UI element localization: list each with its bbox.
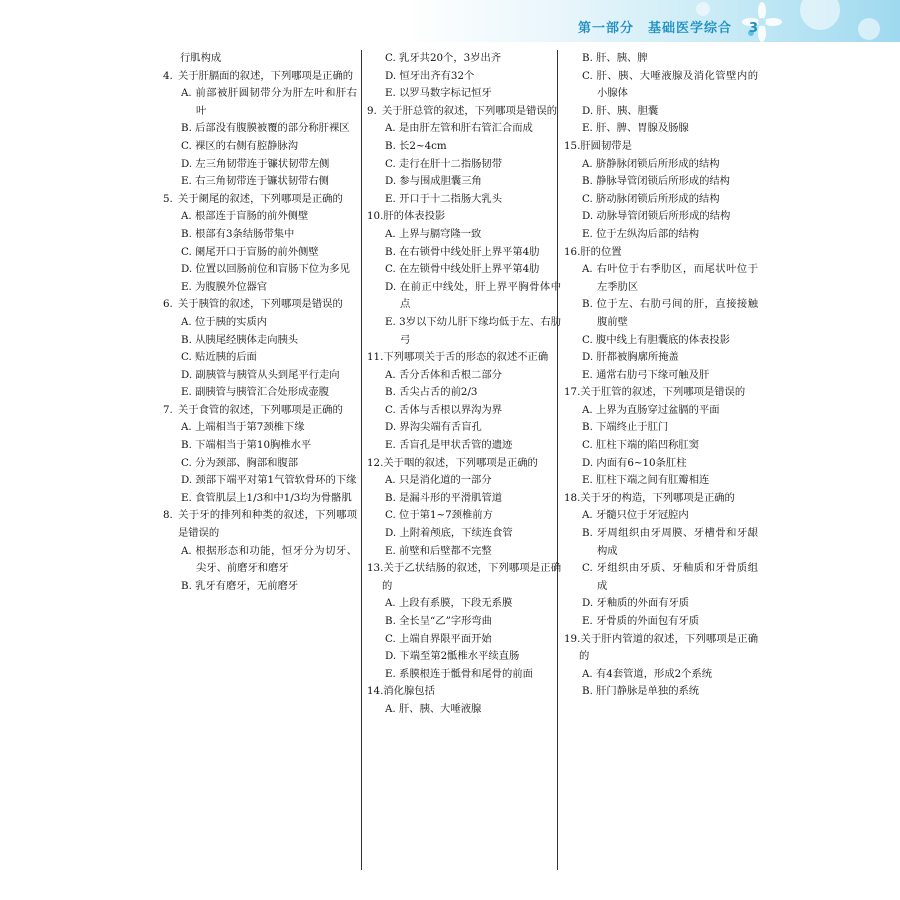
option: D. 内面有6~10条肛柱 <box>582 456 687 469</box>
option: A. 根据形态和功能，恒牙分为切牙、尖牙、前磨牙和磨牙 <box>181 544 357 575</box>
header-band <box>0 0 900 42</box>
option: B. 根部有3条结肠带集中 <box>181 227 295 240</box>
option: A. 肝、胰、大唾液腺 <box>385 702 482 715</box>
question-stem: 关于肝内管道的叙述，下列哪项是正确的 <box>579 632 758 663</box>
question-stem: 关于肝总管的叙述，下列哪项是错误的 <box>382 104 558 117</box>
option: C. 走行在肝十二指肠韧带 <box>385 157 503 170</box>
question-18 <box>564 490 758 631</box>
option: A. 上界与膈穹隆一致 <box>385 227 482 240</box>
option: E. 食管肌层上1/3和中1/3均为骨骼肌 <box>181 491 352 504</box>
question-stem: 关于牙的构造，下列哪项是正确的 <box>580 491 735 504</box>
option: B. 位于左、右肋弓间的肝，直接接触腹前壁 <box>582 298 758 328</box>
option: D. 参与围成胆囊三角 <box>385 175 482 188</box>
option: C. 位于第1~7颈椎前方 <box>385 509 493 522</box>
option: A. 位于胰的实质内 <box>181 315 268 328</box>
option: D. 位置以回肠前位和盲肠下位为多见 <box>181 263 350 276</box>
decorative-bubble <box>696 2 710 16</box>
option: B. 从胰尾经胰体走向胰头 <box>181 333 299 346</box>
option: C. 裸区的右侧有腔静脉沟 <box>181 139 299 152</box>
decorative-bubble <box>800 0 840 30</box>
question-number: 13. <box>367 562 384 575</box>
question-number: 16. <box>564 245 581 258</box>
question-stem: 关于肛管的叙述，下列哪项是错误的 <box>580 386 746 399</box>
question-stem: 关于咽的叙述，下列哪项是正确的 <box>383 456 538 469</box>
option: E. 开口于十二指肠大乳头 <box>385 192 503 205</box>
question-number: 11. <box>367 351 384 364</box>
option: B. 肝、胰、脾 <box>582 52 648 64</box>
option: E. 肛柱下端之间有肛瓣相连 <box>582 474 710 487</box>
option: A. 只是消化道的一部分 <box>385 474 492 487</box>
option: B. 长2~4cm <box>385 139 447 152</box>
option: B. 肝门静脉是单独的系统 <box>582 685 700 698</box>
question-number: 5. <box>163 192 173 205</box>
option: D. 界沟尖端有舌盲孔 <box>385 421 482 434</box>
question-number: 6. <box>163 298 173 311</box>
question-17 <box>564 384 758 490</box>
option: A. 牙髓只位于牙冠腔内 <box>582 509 689 522</box>
option: B. 下端终止于肛门 <box>582 421 669 434</box>
question-5 <box>163 191 357 297</box>
column-3 <box>564 50 758 701</box>
option: B. 牙周组织由牙周膜、牙槽骨和牙龈构成 <box>582 527 758 557</box>
question-14-continued <box>564 50 758 138</box>
question-19 <box>564 631 758 701</box>
option: C. 脐动脉闭锁后所形成的结构 <box>582 192 720 205</box>
option: E. 系膜根连于骶骨和尾骨的前面 <box>385 667 533 680</box>
question-number: 14. <box>367 685 384 698</box>
question-4 <box>163 68 357 191</box>
option: C. 在左锁骨中线处肝上界平第4肋 <box>385 263 540 276</box>
option: D. 恒牙出齐有32个 <box>385 69 475 82</box>
option: A. 上端相当于第7颈椎下缘 <box>181 421 305 434</box>
option: C. 肛柱下端的陷凹称肛窦 <box>582 439 700 452</box>
option: B. 舌尖占舌的前2/3 <box>385 386 478 399</box>
question-stem: 关于乙状结肠的叙述，下列哪项是正确的 <box>382 562 561 592</box>
question-stem: 关于食管的叙述，下列哪项是正确的 <box>178 403 343 416</box>
option: D. 上附着颅底，下续连食管 <box>385 527 513 540</box>
question-number: 4. <box>163 69 173 82</box>
option: E. 舌盲孔是甲状舌管的遗迹 <box>385 439 513 452</box>
option: B. 静脉导管闭锁后所形成的结构 <box>582 175 730 188</box>
option: A. 舌分舌体和舌根二部分 <box>385 368 502 381</box>
option: E. 副胰管与胰管汇合处形成壶腹 <box>181 386 329 399</box>
question-14 <box>367 683 561 718</box>
question-10 <box>367 208 561 349</box>
question-12 <box>367 455 561 561</box>
option: E. 为腹膜外位器官 <box>181 280 268 293</box>
question-7 <box>163 402 357 508</box>
option: A. 右叶位于右季肋区，而尾状叶位于左季肋区 <box>582 263 758 293</box>
option: D. 左三角韧带连于镰状韧带左侧 <box>181 157 330 170</box>
option: C. 腹中线上有胆囊底的体表投影 <box>582 333 730 346</box>
option: A. 上界为直肠穿过盆膈的平面 <box>582 403 720 416</box>
question-16 <box>564 244 758 385</box>
option: C. 牙组织由牙质、牙釉质和牙骨质组成 <box>582 562 758 592</box>
decorative-bubble <box>858 18 880 40</box>
column-divider <box>361 50 362 870</box>
question-number: 18. <box>564 491 581 504</box>
question-stem: 关于肝膈面的叙述，下列哪项是正确的 <box>178 69 354 82</box>
question-number: 19. <box>564 632 581 645</box>
option: A. 前部被肝圆韧带分为肝左叶和肝右叶 <box>181 87 357 117</box>
option: B. 全长呈“乙”字形弯曲 <box>385 615 493 627</box>
question-8 <box>163 507 357 595</box>
question-stem: 肝圆韧带是 <box>580 139 632 152</box>
option: C. 舌体与舌根以界沟为界 <box>385 403 503 416</box>
option: B. 乳牙有磨牙，无前磨牙 <box>181 579 299 592</box>
option: E. 通常右肋弓下缘可触及肝 <box>582 368 710 381</box>
question-stem: 关于阑尾的叙述，下列哪项是正确的 <box>178 192 343 205</box>
question-13 <box>367 560 561 683</box>
option: E. 右三角韧带连于镰状韧带右侧 <box>181 175 329 188</box>
option: C. 分为颈部、胸部和腹部 <box>181 456 299 469</box>
question-stem: 肝的位置 <box>580 245 622 258</box>
option: D. 肝都被胸廓所掩盖 <box>582 351 679 364</box>
option: C. 贴近胰的后面 <box>181 351 257 364</box>
option: D. 动脉导管闭锁后所形成的结构 <box>582 210 731 223</box>
option: E. 牙骨质的外面包有牙质 <box>582 615 700 627</box>
option: B. 在右锁骨中线处肝上界平第4肋 <box>385 245 540 258</box>
section-title: 第一部分 基础医学综合 <box>577 21 732 36</box>
question-11 <box>367 349 561 455</box>
option: D. 下端至第2骶椎水平续直肠 <box>385 650 520 663</box>
column-1 <box>163 50 357 595</box>
option: D. 颈部下端平对第1气管软骨环的下缘 <box>181 474 357 487</box>
option: D. 肝、胰、胆囊 <box>582 104 659 117</box>
question-stem: 下列哪项关于舌的形态的叙述不正确 <box>383 351 549 364</box>
option: A. 是由肝左管和肝右管汇合而成 <box>385 122 533 135</box>
page-number: 3 <box>748 21 758 36</box>
option: E. 肝、脾、胃腺及肠腺 <box>582 122 689 135</box>
question-stem: 关于胰管的叙述，下列哪项是错误的 <box>178 298 343 311</box>
question-number: 17. <box>564 386 581 399</box>
question-8-continued <box>367 50 561 103</box>
option: A. 脐静脉闭锁后所形成的结构 <box>582 157 720 170</box>
option: D. 在前正中线处，肝上界平胸骨体中点 <box>385 280 561 311</box>
option: D. 牙釉质的外面有牙质 <box>582 597 690 610</box>
option: D. 副胰管与胰管从头到尾平行走向 <box>181 368 340 381</box>
option: E. 前壁和后壁都不完整 <box>385 544 492 557</box>
question-number: 15. <box>564 139 581 152</box>
continuation-text: 行肌构成 <box>180 52 222 64</box>
option: B. 后部没有腹膜被覆的部分称肝裸区 <box>181 122 350 135</box>
question-stem: 肝的体表投影 <box>383 210 446 223</box>
option: C. 肝、胰、大唾液腺及消化管壁内的小腺体 <box>582 69 758 100</box>
option: C. 上端自界限平面开始 <box>385 632 492 645</box>
question-15 <box>564 138 758 244</box>
option: C. 乳牙共20个，3岁出齐 <box>385 52 502 64</box>
option: B. 下端相当于第10胸椎水平 <box>181 439 312 452</box>
option: A. 根部连于盲肠的前外侧壁 <box>181 210 309 223</box>
question-number: 10. <box>367 210 384 223</box>
option: A. 有4套管道，形成2个系统 <box>582 667 713 680</box>
option: C. 阑尾开口于盲肠的前外侧壁 <box>181 245 319 258</box>
question-number: 7. <box>163 403 173 416</box>
question-stem: 关于牙的排列和种类的叙述，下列哪项是错误的 <box>178 509 357 540</box>
option: E. 位于左纵沟后部的结构 <box>582 227 700 240</box>
question-6 <box>163 296 357 402</box>
option: B. 是漏斗形的平滑肌管道 <box>385 491 503 504</box>
column-2 <box>367 50 561 719</box>
question-number: 8. <box>163 509 173 522</box>
question-stem: 消化腺包括 <box>383 685 435 698</box>
option: E. 以罗马数字标记恒牙 <box>385 87 492 100</box>
question-9 <box>367 103 561 209</box>
question-number: 9. <box>367 104 377 117</box>
question-number: 12. <box>367 456 384 469</box>
option: E. 3岁以下幼儿肝下缘均低于左、右肋弓 <box>385 315 561 346</box>
option: A. 上段有系膜，下段无系膜 <box>385 597 513 610</box>
